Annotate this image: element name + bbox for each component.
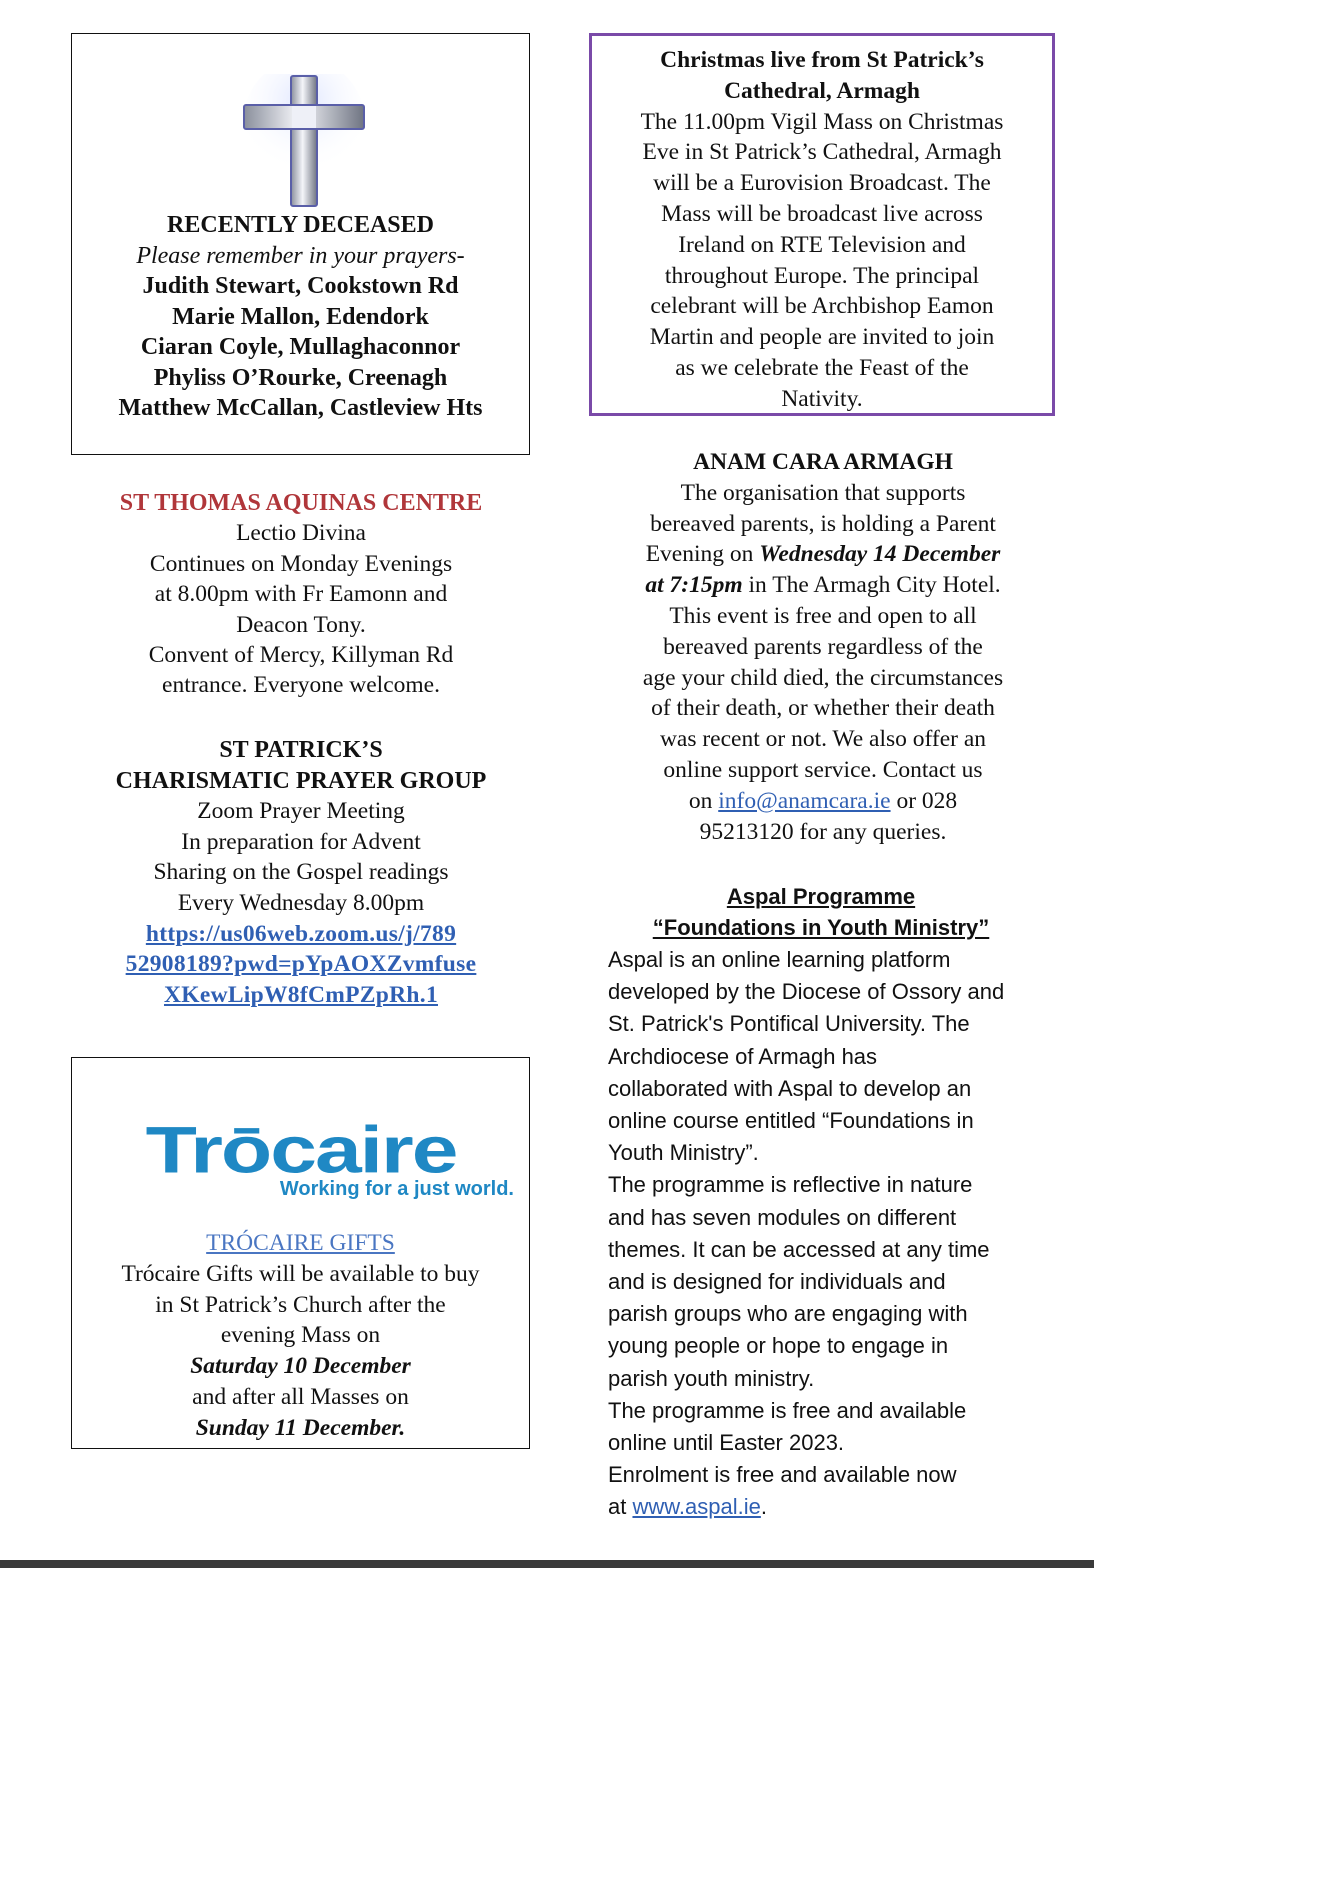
aspal-line: Archdiocese of Armagh has — [608, 1043, 878, 1069]
anam-cara-line: bereaved parents regardless of the — [663, 633, 983, 660]
charismatic-line: Every Wednesday 8.00pm — [177, 889, 425, 916]
aspal-line: and is designed for individuals and — [608, 1269, 946, 1295]
anam-cara-line: bereaved parents, is holding a Parent — [650, 510, 996, 537]
christmas-body-line: celebrant will be Archbishop Eamon — [650, 293, 994, 320]
aquinas-centre-section — [74, 488, 528, 701]
aspal-line: developed by the Diocese of Ossory and — [608, 979, 1005, 1005]
aspal-line: themes. It can be accessed at any time — [608, 1236, 990, 1262]
trocaire-logo-tagline: Working for a just world. — [279, 1178, 514, 1200]
aquinas-line: Lectio Divina — [236, 520, 366, 547]
anam-cara-line: of their death, or whether their death — [651, 695, 995, 722]
anam-cara-line: online support service. Contact us — [663, 756, 983, 783]
christmas-body-line: Ireland on RTE Television and — [678, 231, 966, 258]
christmas-body-line: Martin and people are invited to join — [649, 324, 995, 351]
christmas-live-box — [589, 33, 1055, 416]
anam-cara-time: at 7:15pm — [645, 572, 743, 599]
anam-cara-line — [606, 539, 1040, 570]
anam-cara-line: 95213120 for any queries. — [699, 818, 947, 845]
anam-cara-line — [606, 786, 1040, 817]
charismatic-line: Zoom Prayer Meeting — [197, 798, 405, 825]
zoom-link[interactable]: https://us06web.zoom.us/j/789 — [145, 920, 457, 947]
aspal-line: St. Patrick's Pontifical University. The — [608, 1011, 970, 1037]
christmas-title: Christmas live from St Patrick’s — [660, 47, 984, 73]
cross-icon — [239, 74, 369, 209]
aspal-line: The programme is reflective in nature — [608, 1172, 973, 1198]
christmas-body-line: Mass will be broadcast live across — [661, 200, 983, 227]
charismatic-title: CHARISMATIC PRAYER GROUP — [115, 767, 487, 794]
zoom-link[interactable]: XKewLipW8fCmPZpRh.1 — [163, 981, 438, 1008]
anam-cara-date: Wednesday 14 December — [759, 541, 1001, 568]
trocaire-gifts-title[interactable]: TRÓCAIRE GIFTS — [206, 1230, 395, 1256]
anam-cara-line — [606, 570, 1040, 601]
aspal-text: . — [760, 1494, 767, 1520]
aquinas-line: Deacon Tony. — [236, 611, 366, 638]
deceased-name: Ciaran Coyle, Mullaghaconnor — [140, 334, 461, 360]
charismatic-prayer-section — [74, 735, 528, 1010]
aspal-line: Youth Ministry”. — [608, 1140, 759, 1166]
anam-cara-text: Evening on — [645, 541, 760, 568]
anam-cara-text: or 028 — [890, 787, 958, 814]
anam-cara-line: was recent or not. We also offer an — [659, 726, 987, 753]
christmas-body-line: Eve in St Patrick’s Cathedral, Armagh — [642, 139, 1002, 166]
trocaire-box — [71, 1057, 530, 1449]
trocaire-date: Saturday 10 December — [190, 1353, 411, 1380]
aquinas-line: at 8.00pm with Fr Eamonn and — [154, 581, 448, 608]
trocaire-line: evening Mass on — [220, 1322, 381, 1349]
aspal-line: parish groups who are engaging with — [608, 1301, 968, 1327]
charismatic-title: ST PATRICK’S — [219, 737, 383, 763]
aspal-line: collaborated with Aspal to develop an — [608, 1075, 972, 1101]
christmas-body-line: Nativity. — [781, 385, 863, 412]
trocaire-date: Sunday 11 December. — [195, 1414, 406, 1441]
aquinas-line: Convent of Mercy, Killyman Rd — [148, 642, 454, 669]
recently-deceased-box — [71, 33, 530, 455]
christmas-body-line: The 11.00pm Vigil Mass on Christmas — [640, 108, 1004, 135]
trocaire-line: Trócaire Gifts will be available to buy — [121, 1260, 480, 1287]
aspal-line: Aspal is an online learning platform — [608, 947, 951, 972]
christmas-body-line: as we celebrate the Feast of the — [675, 354, 969, 381]
anam-cara-text: on — [688, 787, 719, 814]
anam-cara-text: in The Armagh City Hotel. — [742, 572, 1001, 599]
deceased-name: Phyliss O’Rourke, Creenagh — [153, 364, 448, 391]
trocaire-line: in St Patrick’s Church after the — [155, 1291, 446, 1318]
page-bottom-bar — [0, 1560, 1094, 1568]
anam-cara-line: This event is free and open to all — [669, 602, 977, 629]
aquinas-line: Continues on Monday Evenings — [149, 550, 453, 577]
aspal-text: at — [608, 1494, 633, 1520]
aspal-line: parish youth ministry. — [608, 1365, 815, 1391]
aspal-line — [608, 1491, 1048, 1523]
zoom-link[interactable]: 52908189?pwd=pYpAOXZvmfuse — [125, 951, 477, 978]
anam-cara-email-link[interactable]: info@anamcara.ie — [718, 787, 891, 814]
trocaire-logo — [86, 1108, 516, 1201]
aquinas-line: entrance. Everyone welcome. — [162, 672, 440, 699]
aspal-line: The programme is free and available — [608, 1397, 967, 1423]
deceased-name: Judith Stewart, Cookstown Rd — [142, 273, 459, 299]
trocaire-line: and after all Masses on — [192, 1383, 409, 1410]
aspal-line: online until Easter 2023. — [608, 1430, 845, 1456]
aspal-line: Enrolment is free and available now — [608, 1462, 957, 1488]
anam-cara-line: The organisation that supports — [680, 479, 966, 506]
anam-cara-section — [606, 447, 1040, 847]
trocaire-logo-word: Trōcaire — [145, 1113, 457, 1187]
charismatic-line: In preparation for Advent — [181, 828, 421, 855]
deceased-name: Marie Mallon, Edendork — [172, 303, 429, 330]
aspal-title: Aspal Programme — [726, 884, 916, 909]
anam-cara-title: ANAM CARA ARMAGH — [693, 449, 953, 475]
aspal-heading — [606, 881, 1036, 943]
christmas-body-line: throughout Europe. The principal — [664, 262, 980, 289]
christmas-body-line: will be a Eurovision Broadcast. The — [653, 170, 991, 197]
aspal-line: and has seven modules on different — [608, 1204, 957, 1230]
charismatic-line: Sharing on the Gospel readings — [153, 859, 449, 886]
aspal-subtitle: “Foundations in Youth Ministry” — [652, 915, 990, 940]
anam-cara-line: age your child died, the circumstances — [642, 664, 1004, 691]
aspal-line: online course entitled “Foundations in — [608, 1108, 974, 1134]
deceased-subtitle: Please remember in your prayers- — [136, 242, 465, 269]
christmas-title: Cathedral, Armagh — [724, 77, 920, 104]
aquinas-title: ST THOMAS AQUINAS CENTRE — [119, 490, 483, 516]
aspal-website-link[interactable]: www.aspal.ie — [632, 1494, 761, 1520]
deceased-title: RECENTLY DECEASED — [167, 212, 434, 238]
aspal-body — [608, 944, 1048, 1524]
aspal-line: young people or hope to engage in — [608, 1333, 949, 1359]
deceased-name: Matthew McCallan, Castleview Hts — [118, 395, 483, 421]
